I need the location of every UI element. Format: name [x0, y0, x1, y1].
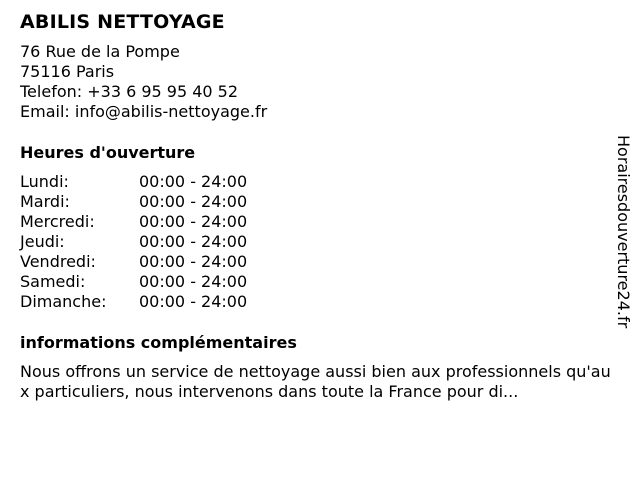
opening-hours-heading: Heures d'ouverture — [20, 143, 196, 162]
hours-value: 00:00 - 24:00 — [139, 252, 248, 271]
day-label: Mercredi: — [20, 212, 95, 231]
business-description: Nous offrons un service de nettoyage aussi bien aux professionnels qu'aux particuliers, nous intervenons dans toute la France pour di... — [20, 362, 611, 401]
hours-row-friday — [20, 252, 610, 272]
hours-row-sunday — [20, 292, 610, 312]
hours-row-thursday — [20, 232, 610, 252]
day-label: Samedi: — [20, 272, 86, 291]
hours-row-monday — [20, 172, 610, 192]
email-address: Email: info@abilis-nettoyage.fr — [20, 102, 268, 121]
day-label: Vendredi: — [20, 252, 96, 271]
postal-city: 75116 Paris — [20, 62, 115, 81]
business-card — [20, 10, 610, 402]
hours-value: 00:00 - 24:00 — [139, 232, 248, 251]
hours-value: 00:00 - 24:00 — [139, 292, 248, 311]
phone-number: Telefon: +33 6 95 95 40 52 — [20, 82, 239, 101]
hours-row-wednesday — [20, 212, 610, 232]
day-label: Lundi: — [20, 172, 69, 191]
additional-info-heading: informations complémentaires — [20, 333, 297, 352]
contact-block — [20, 42, 610, 122]
street-address: 76 Rue de la Pompe — [20, 42, 180, 61]
day-label: Jeudi: — [20, 232, 65, 251]
hours-value: 00:00 - 24:00 — [139, 212, 248, 231]
hours-value: 00:00 - 24:00 — [139, 272, 248, 291]
hours-value: 00:00 - 24:00 — [139, 172, 248, 191]
hours-row-tuesday — [20, 192, 610, 212]
day-label: Mardi: — [20, 192, 70, 211]
day-label: Dimanche: — [20, 292, 107, 311]
opening-hours-list — [20, 172, 610, 312]
hours-row-saturday — [20, 272, 610, 292]
site-watermark: Horairesdouverture24.fr — [614, 135, 633, 329]
business-name: ABILIS NETTOYAGE — [20, 11, 225, 33]
hours-value: 00:00 - 24:00 — [139, 192, 248, 211]
